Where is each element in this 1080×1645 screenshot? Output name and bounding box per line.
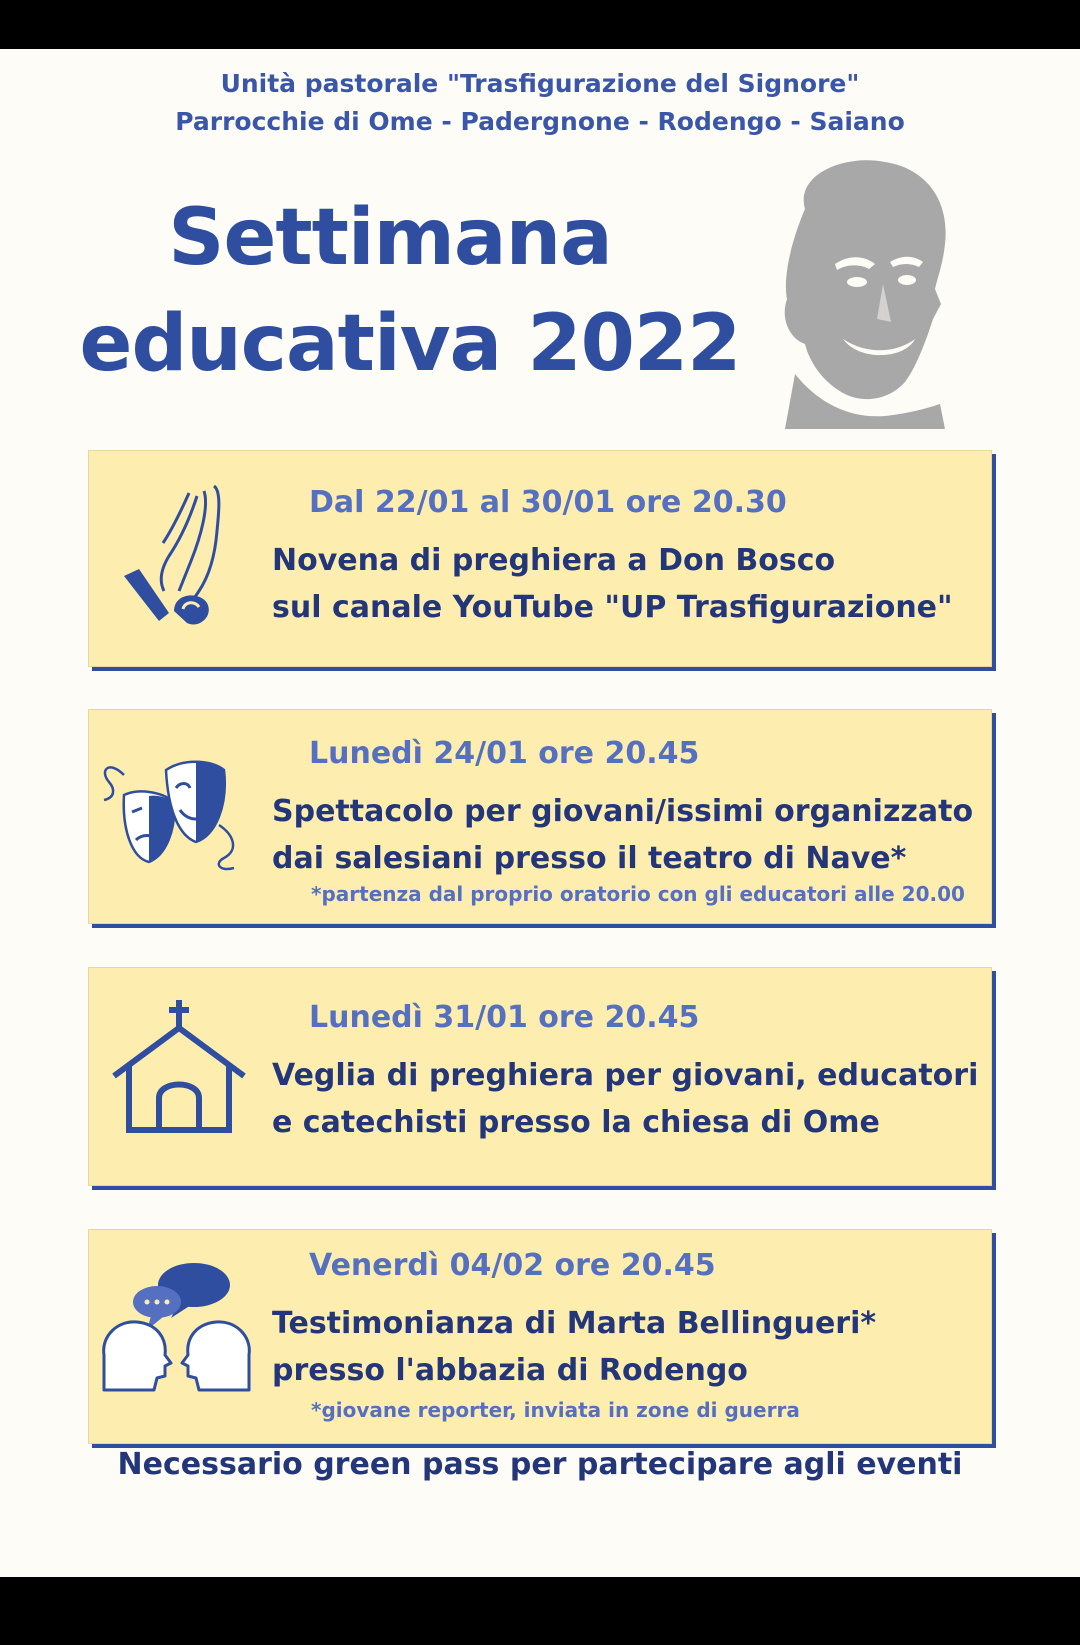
event-description-line-1: Veglia di preghiera per giovani, educatori [272,1058,979,1093]
event-date: Venerdì 04/02 ore 20.45 [309,1248,716,1283]
event-description-line-2: e catechisti presso la chiesa di Ome [272,1105,880,1140]
event-date: Dal 22/01 al 30/01 ore 20.30 [309,485,787,520]
event-description-line-1: Novena di preghiera a Don Bosco [272,543,836,578]
don-bosco-portrait-icon [765,154,955,429]
event-date: Lunedì 31/01 ore 20.45 [309,1000,700,1035]
title-line-1: Settimana [168,193,612,283]
event-card-3 [88,967,992,1186]
event-description-line-1: Testimonianza di Marta Bellingueri* [272,1306,877,1341]
event-card-1 [88,450,992,667]
conversation-heads-icon [99,1260,254,1395]
event-description-line-2: sul canale YouTube "UP Trasfigurazione" [272,590,953,625]
event-card-2 [88,709,992,924]
event-note: *partenza dal proprio oratorio con gli educatori alle 20.00 [311,882,965,906]
event-description [272,1300,876,1394]
header-line-1: Unità pastorale "Trasfigurazione del Signore" [220,69,860,98]
event-card-4 [88,1229,992,1444]
footer-notice: Necessario green pass per partecipare agli eventi [117,1447,963,1482]
church-icon [109,998,249,1138]
event-date: Lunedì 24/01 ore 20.45 [309,736,700,771]
title-line-2: educativa 2022 [79,299,741,389]
header-line-2: Parrocchie di Ome - Padergnone - Rodengo - Saiano [175,107,905,136]
event-description [272,537,953,631]
event-description [272,788,973,882]
poster [0,49,1080,1577]
praying-hands-icon [119,481,229,631]
event-description-line-1: Spettacolo per giovani/issimi organizzato [272,794,974,829]
event-description-line-2: presso l'abbazia di Rodengo [272,1353,748,1388]
event-description [272,1052,978,1146]
theater-masks-icon [94,750,254,875]
event-description-line-2: dai salesiani presso il teatro di Nave* [272,841,907,876]
event-note: *giovane reporter, inviata in zone di guerra [311,1398,800,1422]
